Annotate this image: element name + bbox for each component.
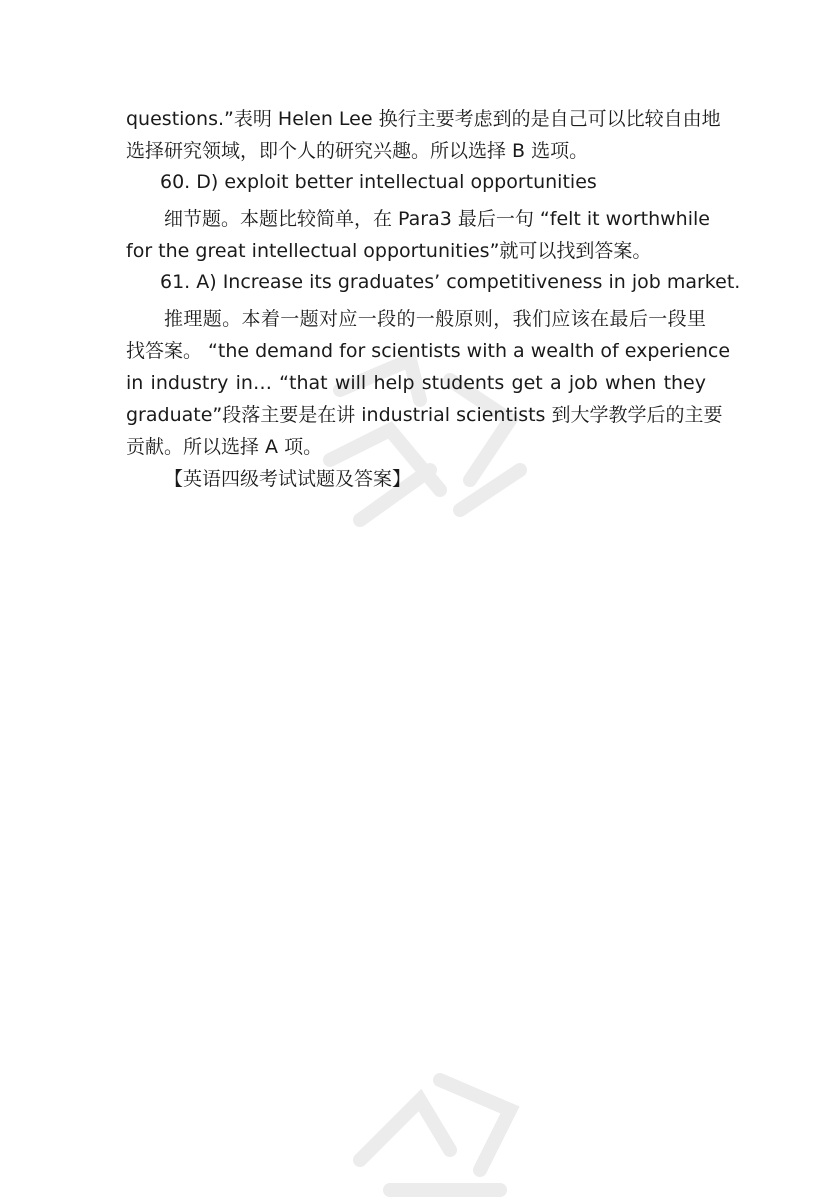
paragraph-line: in industry in… “that will help students get a job when they xyxy=(126,372,706,394)
watermark-icon xyxy=(330,1040,550,1200)
answer-line: 60. D) exploit better intellectual opportunities xyxy=(160,171,597,193)
paragraph-line: graduate”段落主要是在讲 industrial scientists 到大学教学后的主要 xyxy=(126,404,723,426)
paragraph-line: 推理题。本着一题对应一段的一般原则，我们应该在最后一段里 xyxy=(164,308,706,330)
paragraph-line: for the great intellectual opportunities”就可以找到答案。 xyxy=(126,240,652,262)
answer-line: 61. A) Increase its graduates’ competitiveness in job market. xyxy=(160,271,741,293)
paragraph-line: questions.”表明 Helen Lee 换行主要考虑到的是自己可以比较自由地 xyxy=(126,108,721,130)
section-heading: 【英语四级考试试题及答案】 xyxy=(164,468,412,490)
paragraph-line: 选择研究领域，即个人的研究兴趣。所以选择 B 选项。 xyxy=(126,140,589,162)
paragraph-line: 细节题。本题比较简单，在 Para3 最后一句 “felt it worthwhile xyxy=(164,208,710,230)
paragraph-line: 找答案。 “the demand for scientists with a wealth of experience xyxy=(126,340,731,362)
document-body xyxy=(126,103,741,495)
paragraph-line: 贡献。所以选择 A 项。 xyxy=(126,436,323,458)
